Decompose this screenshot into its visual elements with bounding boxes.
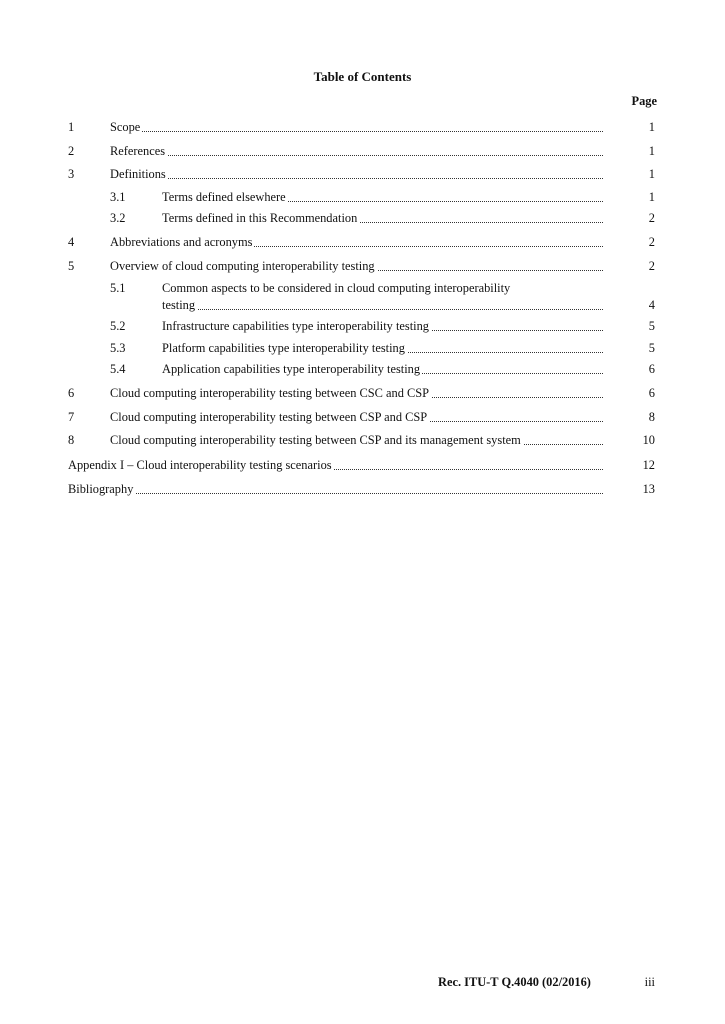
toc-entry-number: 3.2 bbox=[110, 211, 126, 225]
toc-entry-text: Cloud computing interoperability testing between CSP and CSP bbox=[110, 409, 603, 425]
toc-entry-number: 6 bbox=[68, 386, 75, 400]
toc-entry-text: Scope bbox=[110, 119, 603, 135]
toc-entry-5-2[interactable] bbox=[0, 318, 725, 334]
toc-entry-text: Application capabilities type interoperability testing bbox=[162, 361, 603, 377]
toc-entry-text: Infrastructure capabilities type interoperability testing bbox=[162, 318, 603, 334]
toc-entry-text: Cloud computing interoperability testing between CSP and its management system bbox=[110, 432, 603, 448]
toc-entry-7[interactable] bbox=[0, 409, 725, 425]
toc-entry-page: 8 bbox=[648, 410, 655, 424]
toc-entry-3[interactable] bbox=[0, 166, 725, 182]
page-column-header: Page bbox=[631, 94, 657, 108]
toc-entry-text: References bbox=[110, 143, 603, 159]
toc-entry-page: 6 bbox=[648, 362, 655, 376]
toc-entry-text: Definitions bbox=[110, 166, 603, 182]
toc-entry-text-line1: Common aspects to be considered in cloud computing interoperability bbox=[162, 281, 511, 295]
toc-entry-number: 5 bbox=[68, 259, 75, 273]
toc-entry-page: 10 bbox=[642, 433, 655, 447]
toc-entry-number: 5.4 bbox=[110, 362, 126, 376]
toc-entry-number: 1 bbox=[68, 120, 75, 134]
toc-entry-text: Bibliography bbox=[68, 481, 603, 497]
toc-entry-text: Appendix I – Cloud interoperability testing scenarios bbox=[68, 457, 603, 473]
toc-entry-8[interactable] bbox=[0, 432, 725, 448]
toc-entry-number: 5.1 bbox=[110, 281, 126, 295]
toc-entry-6[interactable] bbox=[0, 385, 725, 401]
toc-entry-5-1[interactable] bbox=[0, 280, 725, 316]
toc-entry-text: Abbreviations and acronyms bbox=[110, 234, 603, 250]
toc-entry-page: 2 bbox=[648, 259, 655, 273]
toc-entry-number: 5.3 bbox=[110, 341, 126, 355]
toc-entry-page: 4 bbox=[648, 298, 655, 312]
toc-entry-5-3[interactable] bbox=[0, 340, 725, 356]
page-footer bbox=[0, 975, 725, 991]
toc-entry-page: 1 bbox=[648, 190, 655, 204]
toc-title: Table of Contents bbox=[313, 69, 412, 84]
toc-entry-text: Terms defined elsewhere bbox=[162, 189, 603, 205]
toc-entry-page: 2 bbox=[648, 211, 655, 225]
toc-entry-page: 13 bbox=[642, 482, 655, 496]
toc-entry-number: 3 bbox=[68, 167, 75, 181]
toc-entry-3-2[interactable] bbox=[0, 210, 725, 226]
toc-entry-number: 5.2 bbox=[110, 319, 126, 333]
toc-entry-page: 1 bbox=[648, 167, 655, 181]
toc-entry-2[interactable] bbox=[0, 143, 725, 159]
toc-entry-number: 4 bbox=[68, 235, 75, 249]
toc-entry-page: 12 bbox=[642, 458, 655, 472]
toc-entry-number: 8 bbox=[68, 433, 75, 447]
toc-entry-number: 7 bbox=[68, 410, 75, 424]
toc-entry-4[interactable] bbox=[0, 234, 725, 250]
toc-entry-3-1[interactable] bbox=[0, 189, 725, 205]
toc-entry-5-4[interactable] bbox=[0, 361, 725, 377]
toc-entry-text: Cloud computing interoperability testing between CSC and CSP bbox=[110, 385, 603, 401]
toc-entry-number: 2 bbox=[68, 144, 75, 158]
toc-entry-page: 2 bbox=[648, 235, 655, 249]
toc-entry-text: testing bbox=[162, 297, 603, 313]
toc-entry-number: 3.1 bbox=[110, 190, 126, 204]
toc-entry-page: 1 bbox=[648, 120, 655, 134]
toc-entry-text: Terms defined in this Recommendation bbox=[162, 210, 603, 226]
toc-entry-page: 5 bbox=[648, 319, 655, 333]
toc-entry-page: 1 bbox=[648, 144, 655, 158]
toc-entry-5[interactable] bbox=[0, 258, 725, 274]
toc-entry-1[interactable] bbox=[0, 119, 725, 135]
toc-entry-text: Overview of cloud computing interoperability testing bbox=[110, 258, 603, 274]
toc-entry-bibliography[interactable] bbox=[0, 481, 725, 497]
toc-entry-page: 5 bbox=[648, 341, 655, 355]
toc-entry-text: Platform capabilities type interoperability testing bbox=[162, 340, 603, 356]
recommendation-id: Rec. ITU-T Q.4040 (02/2016) bbox=[438, 975, 591, 989]
page-number: iii bbox=[644, 975, 655, 989]
toc-entry-appendix-1[interactable] bbox=[0, 457, 725, 473]
toc-entry-page: 6 bbox=[648, 386, 655, 400]
